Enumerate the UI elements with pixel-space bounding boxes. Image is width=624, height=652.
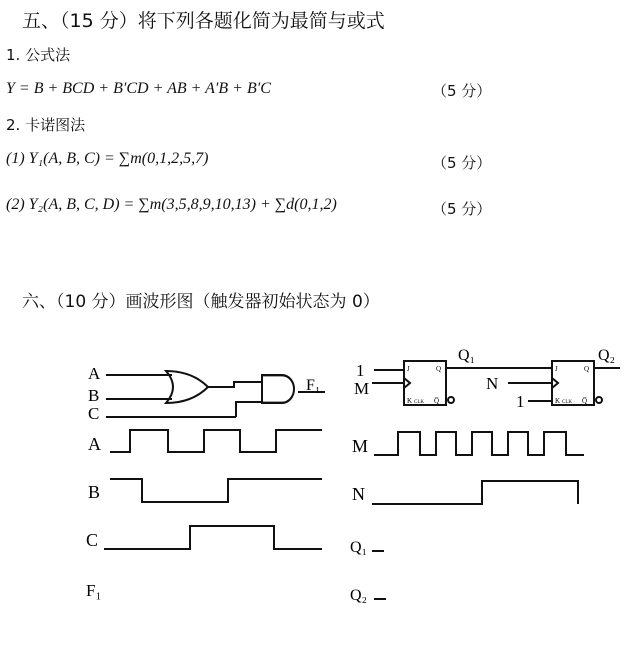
waveform-label-m: M (352, 436, 369, 456)
item1-label: 1. 公式法 (6, 46, 71, 64)
section5-title: 五、（15 分）将下列各题化简为最简与或式 (22, 10, 385, 32)
c-to-and-wire (236, 402, 262, 417)
ff2-input-n: N (486, 374, 499, 393)
q2-points: （5 分） (432, 200, 492, 218)
q1-points: （5 分） (432, 154, 492, 172)
waveform-label-a: A (88, 434, 101, 454)
waveform-label-f1: F₁ (86, 581, 102, 600)
waveform-label-q2: Q₂ (350, 587, 368, 604)
item2-label: 2. 卡诺图法 (6, 116, 86, 134)
waveform-label-c: C (86, 530, 99, 550)
circuit-label-a: A (88, 364, 101, 383)
ff1-pin-clk: CLK (414, 400, 424, 405)
ff1-input-m: M (354, 379, 370, 398)
ff2-pin-qbar: Q̅ (582, 397, 588, 405)
waveform-c (104, 526, 322, 549)
q1-expression: (1) Y₁(A, B, C) = ∑m(0,1,2,5,7) (6, 150, 209, 167)
ff2-pin-clk: CLK (562, 400, 572, 405)
section6-title: 六、（10 分）画波形图（触发器初始状态为 0） (22, 292, 380, 312)
ff2-pin-q: Q (584, 365, 590, 373)
ff2-qbar-bubble-icon (596, 397, 602, 403)
waveform-b (110, 479, 322, 502)
ff2-pin-j: J (555, 365, 558, 373)
ff2-output-q2: Q₂ (598, 347, 616, 364)
ff2-input-1: 1 (516, 392, 525, 411)
ff1-pin-k: K (407, 397, 413, 405)
or-to-and-wire (208, 382, 262, 387)
item1-points: （5 分） (432, 82, 492, 100)
ff1-input-1: 1 (356, 361, 365, 380)
ff1-pin-qbar: Q̅ (434, 397, 440, 405)
ff1-pin-j: J (407, 365, 410, 373)
circuit-label-c: C (88, 404, 100, 423)
ff1-output-q1: Q₁ (458, 347, 476, 364)
item1-expression: Y = B + BCD + B′CD + AB + A′B + B′C (6, 80, 271, 97)
and-gate-icon (262, 375, 294, 403)
q2-expression: (2) Y₂(A, B, C, D) = ∑m(3,5,8,9,10,13) + ∑d(0,1,2) (6, 196, 337, 213)
waveform-label-q1: Q₁ (350, 539, 368, 556)
waveform-m (374, 432, 584, 455)
waveform-a (110, 430, 322, 452)
ff1-qbar-bubble-icon (448, 397, 454, 403)
waveform-label-n: N (352, 484, 365, 504)
circuit-label-f1: F₁ (306, 377, 321, 394)
ff1-pin-q: Q (436, 365, 442, 373)
or-gate-icon (166, 371, 208, 403)
circuit-label-b: B (88, 386, 100, 405)
waveform-label-b: B (88, 482, 101, 502)
ff2-pin-k: K (555, 397, 561, 405)
waveform-n (372, 481, 578, 504)
